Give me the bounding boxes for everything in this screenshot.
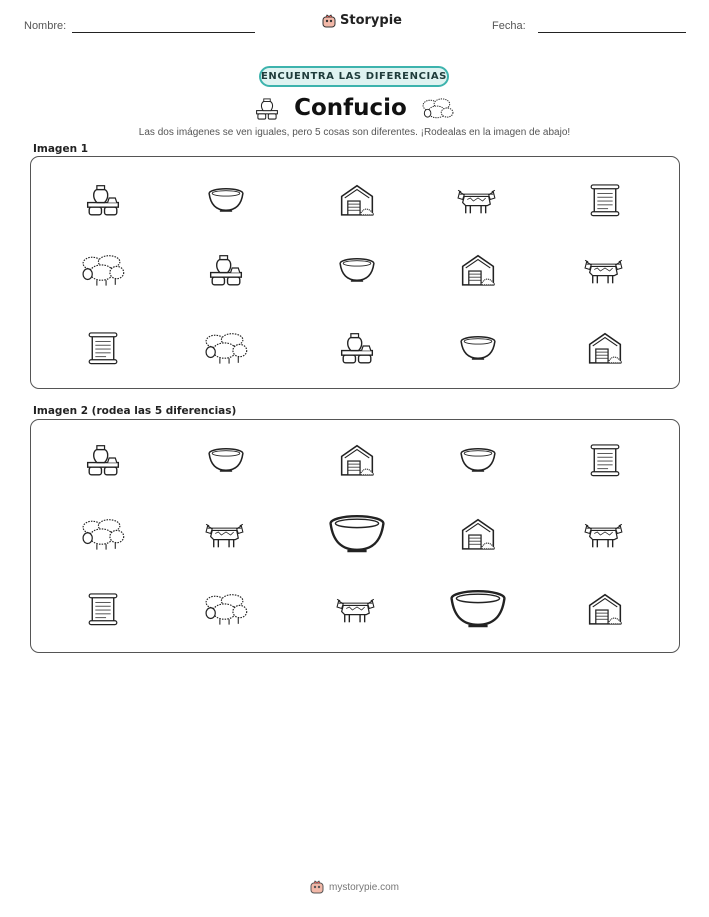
- sheep-icon[interactable]: [203, 590, 249, 627]
- scroll-icon[interactable]: [582, 441, 628, 478]
- date-line[interactable]: [538, 32, 686, 33]
- instructions: Las dos imágenes se ven iguales, pero 5 cosas son diferentes. ¡Rodealas en la imagen de abajo!: [138, 127, 571, 138]
- oxen-icon[interactable]: [582, 515, 628, 552]
- oxen-icon[interactable]: [334, 590, 380, 627]
- bowl-icon: [203, 181, 249, 218]
- footer-url[interactable]: mystorypie.com: [328, 881, 399, 893]
- pottery-icon: [203, 251, 249, 288]
- brand-name: Storypie: [340, 13, 402, 28]
- bowl-icon: [455, 329, 501, 366]
- bowl-icon[interactable]: [455, 441, 501, 478]
- storypie-logo-icon: [322, 14, 336, 28]
- barn-icon[interactable]: [582, 590, 628, 627]
- barn-icon: [582, 329, 628, 366]
- pottery-icon: [334, 329, 380, 366]
- pottery-icon: [254, 95, 280, 121]
- scroll-icon[interactable]: [80, 590, 126, 627]
- name-label: Nombre:: [24, 20, 67, 32]
- scroll-icon: [582, 181, 628, 218]
- page-title: Confucio: [294, 95, 407, 121]
- bowl-icon[interactable]: [442, 579, 514, 637]
- image2-panel[interactable]: [30, 419, 680, 653]
- pottery-icon: [80, 181, 126, 218]
- pottery-icon[interactable]: [80, 441, 126, 478]
- panel2-label: Imagen 2 (rodea las 5 diferencias): [33, 405, 237, 417]
- bowl-icon[interactable]: [321, 504, 393, 562]
- oxen-icon: [582, 251, 628, 288]
- worksheet-badge: ENCUENTRA LAS DIFERENCIAS: [259, 66, 449, 87]
- barn-icon: [455, 251, 501, 288]
- brand-logo: [322, 13, 402, 28]
- sheep-icon: [421, 95, 455, 121]
- barn-icon[interactable]: [334, 441, 380, 478]
- sheep-icon[interactable]: [80, 515, 126, 552]
- name-line[interactable]: [72, 32, 255, 33]
- sheep-icon: [203, 329, 249, 366]
- storypie-logo-icon: [310, 880, 324, 894]
- image1-panel: [30, 156, 680, 389]
- barn-icon: [334, 181, 380, 218]
- oxen-icon: [455, 181, 501, 218]
- bowl-icon: [334, 251, 380, 288]
- date-label: Fecha:: [492, 20, 526, 32]
- bowl-icon[interactable]: [203, 441, 249, 478]
- footer: [0, 880, 709, 894]
- panel1-label: Imagen 1: [33, 143, 89, 155]
- barn-icon[interactable]: [455, 515, 501, 552]
- oxen-icon[interactable]: [203, 515, 249, 552]
- sheep-icon: [80, 251, 126, 288]
- scroll-icon: [80, 329, 126, 366]
